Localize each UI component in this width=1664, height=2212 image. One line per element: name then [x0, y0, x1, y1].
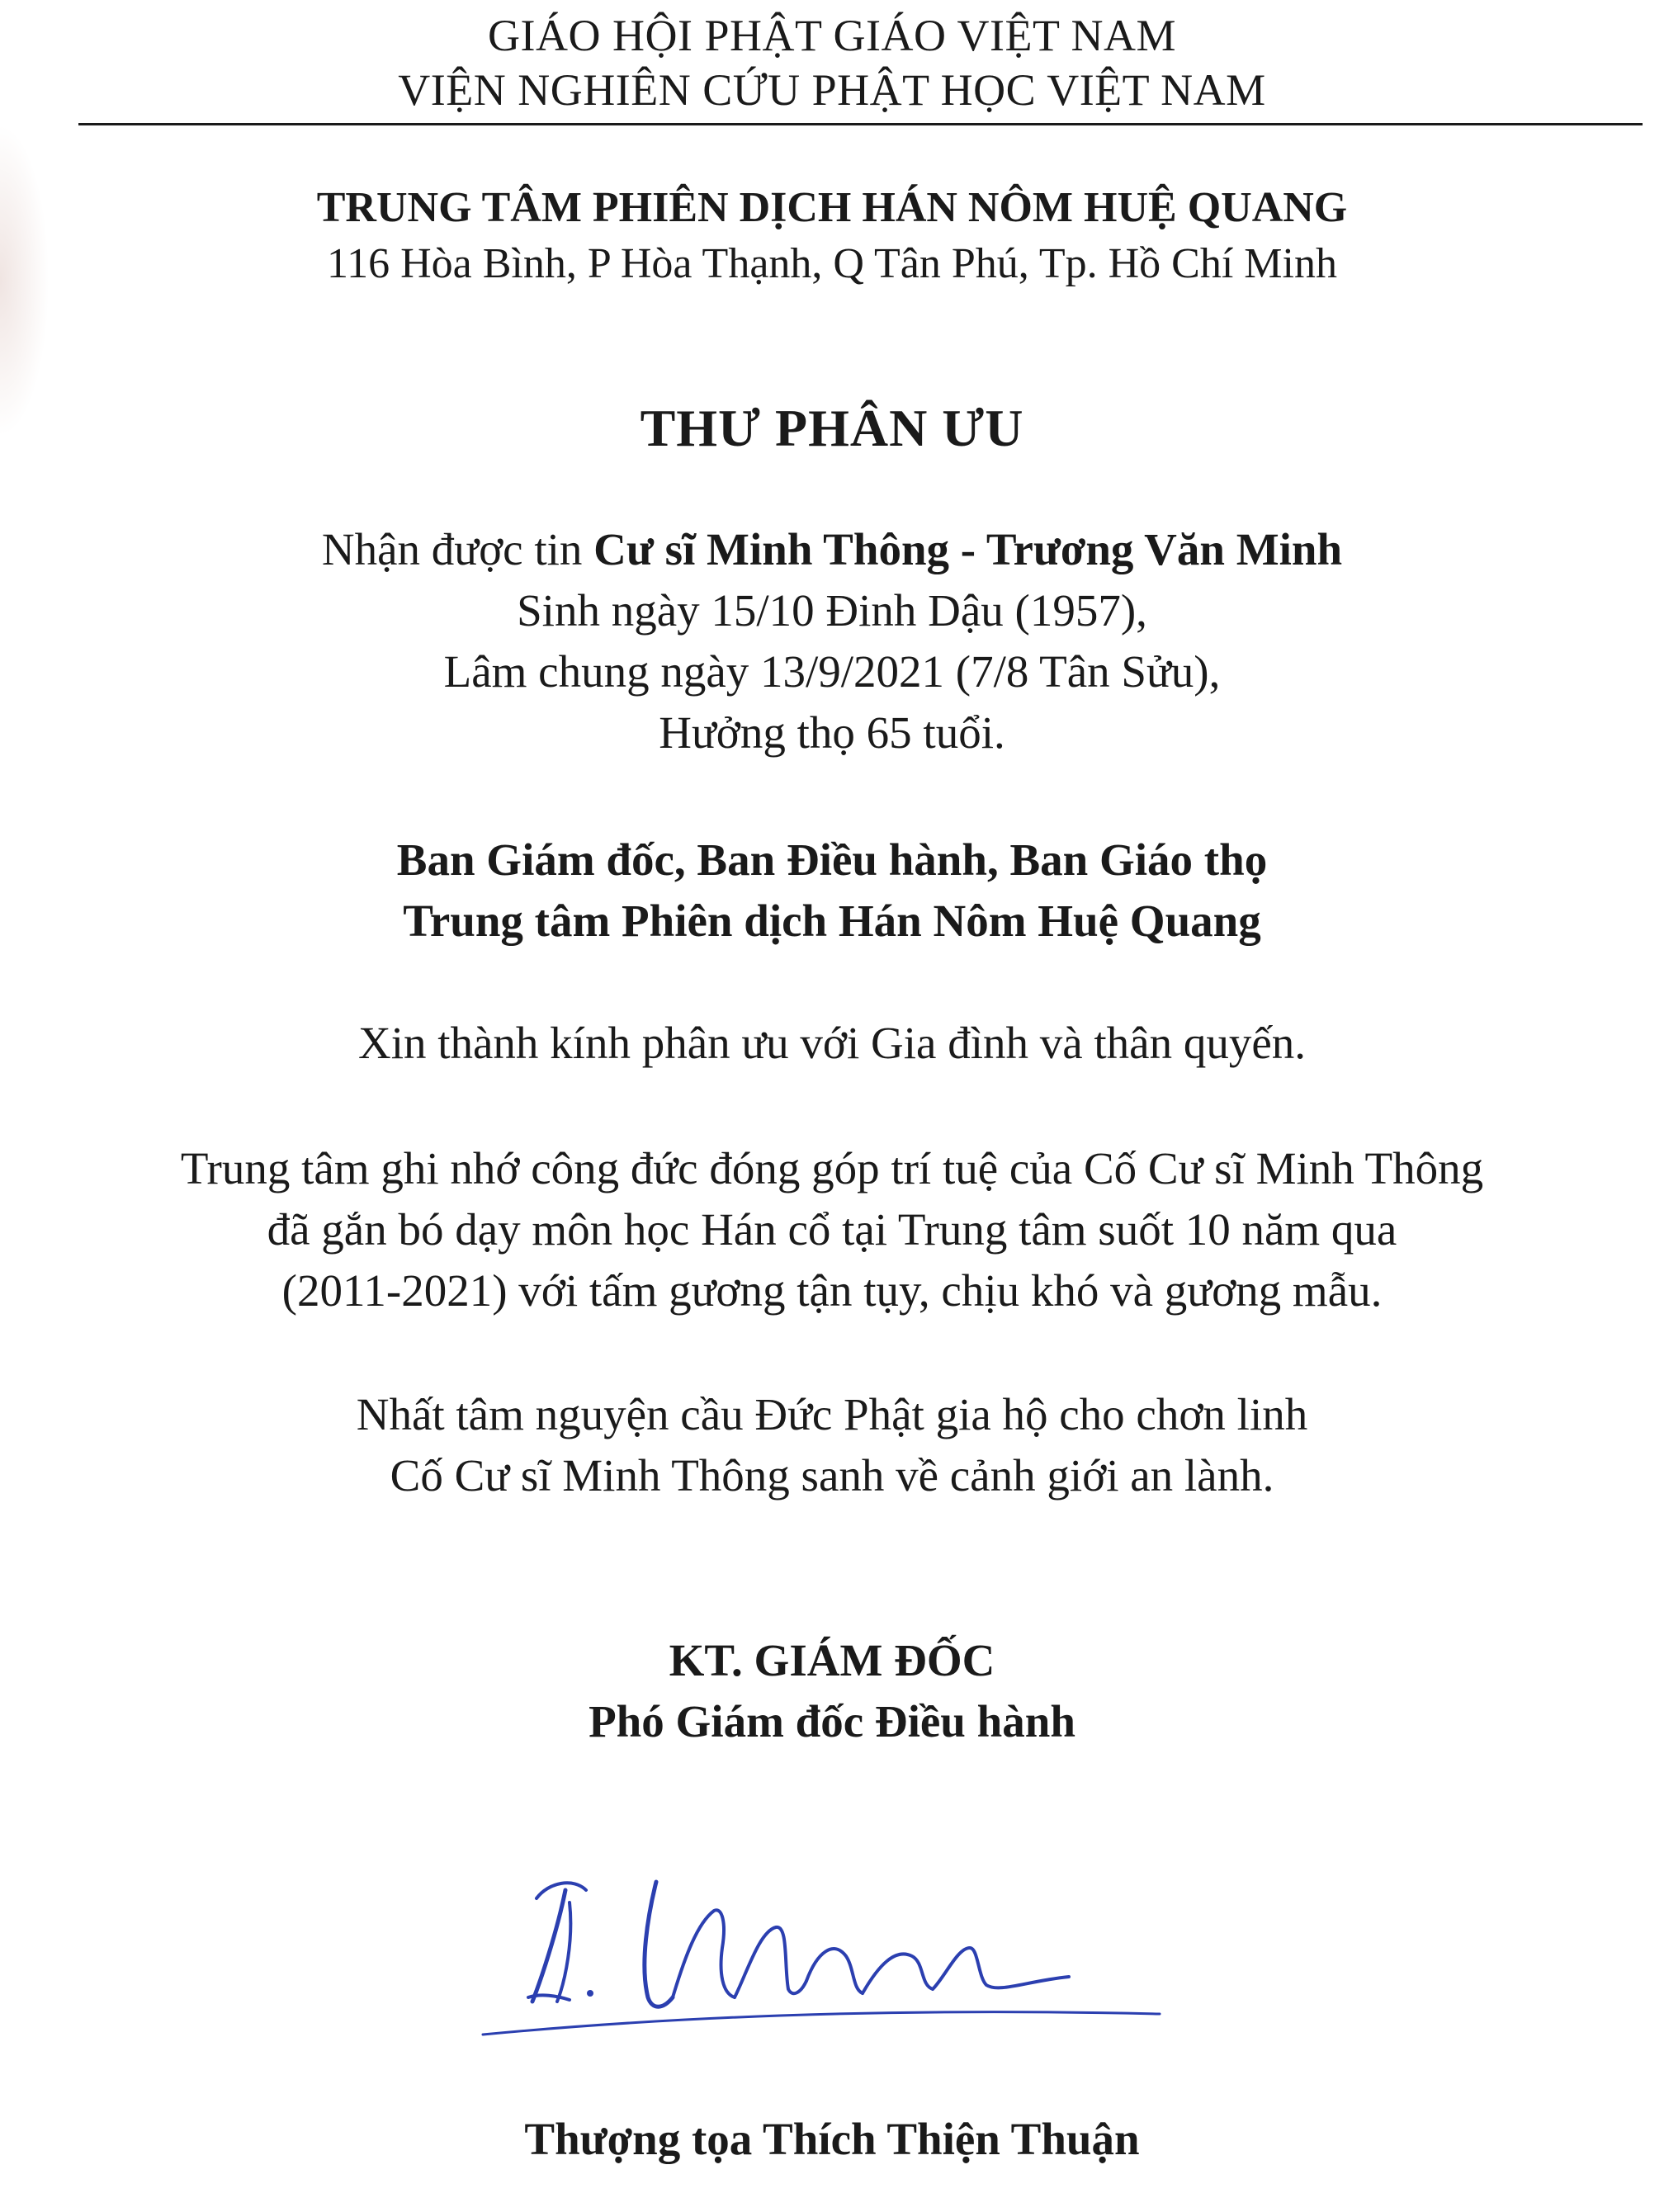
- signatory-position: Phó Giám đốc Điều hành: [589, 1696, 1075, 1746]
- notice-line: [0, 523, 1664, 575]
- tribute-line-2: đã gắn bó dạy môn học Hán cổ tại Trung tâm suốt 10 năm qua: [267, 1204, 1397, 1255]
- birth-date: Sinh ngày 15/10 Đinh Dậu (1957),: [517, 585, 1147, 636]
- tribute-line-1: Trung tâm ghi nhớ công đức đóng góp trí tuệ của Cố Cư sĩ Minh Thông: [180, 1143, 1484, 1193]
- center-name: TRUNG TÂM PHIÊN DỊCH HÁN NÔM HUỆ QUANG: [316, 184, 1348, 231]
- header-organization: GIÁO HỘI PHẬT GIÁO VIỆT NAM: [488, 11, 1176, 60]
- condolence-text: Xin thành kính phân ưu với Gia đình và thân quyến.: [357, 1018, 1307, 1068]
- letter-title: THƯ PHÂN ƯU: [640, 399, 1024, 457]
- header-divider: [78, 123, 1643, 125]
- senders-line-2: Trung tâm Phiên dịch Hán Nôm Huệ Quang: [403, 896, 1261, 946]
- prayer-line-1: Nhất tâm nguyện cầu Đức Phật gia hộ cho chơn linh: [356, 1389, 1308, 1439]
- notice-prefix: Nhận được tin: [321, 524, 594, 574]
- tribute-line-3: (2011-2021) với tấm gương tận tụy, chịu khó và gương mẫu.: [281, 1265, 1383, 1316]
- header-institute: VIỆN NGHIÊN CỨU PHẬT HỌC VIỆT NAM: [398, 65, 1266, 115]
- signer-name: Thượng tọa Thích Thiện Thuận: [524, 2114, 1140, 2164]
- senders-line-1: Ban Giám đốc, Ban Điều hành, Ban Giáo thọ: [396, 834, 1268, 885]
- center-address: 116 Hòa Bình, P Hòa Thạnh, Q Tân Phú, Tp. Hồ Chí Minh: [327, 240, 1337, 287]
- deceased-name: Cư sĩ Minh Thông - Trương Văn Minh: [593, 524, 1343, 574]
- signatory-title: KT. GIÁM ĐỐC: [669, 1635, 995, 1685]
- age: Hưởng thọ 65 tuổi.: [659, 707, 1005, 758]
- death-date: Lâm chung ngày 13/9/2021 (7/8 Tân Sửu),: [443, 646, 1221, 697]
- handwritten-signature: [450, 1832, 1242, 2047]
- prayer-line-2: Cố Cư sĩ Minh Thông sanh về cảnh giới an lành.: [390, 1450, 1274, 1501]
